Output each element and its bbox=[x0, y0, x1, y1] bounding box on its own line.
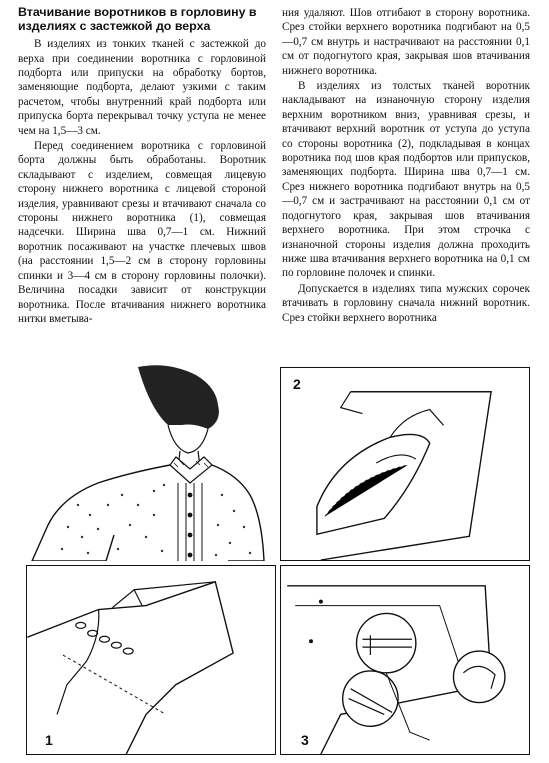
figure-3-number: 3 bbox=[301, 732, 309, 748]
paragraph: ния удаляют. Шов отгибают в сторону воротника. Срез стойки верхнего воротника подгибают на 0,5—0,7 см внутрь и настрачивают на расстоянии 0,1 см от подогнутого края, закрывая шов втачивания нижнего воротника. bbox=[282, 7, 530, 77]
section-heading: Втачивание воротников в горловину в изделиях с застежкой до верха bbox=[18, 5, 257, 33]
right-column bbox=[282, 6, 530, 325]
figure-1-panel bbox=[26, 565, 276, 755]
figure-2-panel bbox=[280, 367, 530, 561]
figure-3-panel bbox=[280, 565, 530, 755]
figure-3-drawing bbox=[281, 566, 529, 754]
paragraph: Допускается в изделиях типа мужских сорочек втачивать в горловину сначала нижний воротник. Срез стойки верхнего воротника bbox=[282, 282, 530, 324]
paragraph: В изделиях из толстых тканей воротник накладывают на изнаночную сторону изделия верхним воротником вниз, уравнивая срезы, и втачивают верхний воротник от уступа до уступа со стороны воротника (2), подкладывая в концах воротника под шов края подбортов или припусков, заменяющих подборта. Ширина шва 0,7—1 см. Срез нижнего воротника подгибают внутрь на 0,5—0,7 см и застрачивают на расстоянии 0,1 см от подогнутого края, закрывая шов втачивания верхнего воротника. При этом строчка с изнаночной стороны изделия должна проходить ниже шва втачивания верхнего воротника на 0,1 см по горловине полочек и спинки. bbox=[282, 80, 530, 280]
figure-1-drawing bbox=[27, 566, 275, 754]
figure-2-drawing bbox=[281, 368, 529, 560]
left-column bbox=[18, 6, 266, 326]
paragraph: В изделиях из тонких тканей с застежкой до верха при соединении воротника с горловиной подборта или припуски на обработку бортов, заменяющие подборта, делают узкими с таким расчетом, чтобы внутренний край подборта или припуска борта перекрывал точку уступа не менее чем на 1,5—3 см. bbox=[18, 38, 266, 137]
paragraph: Перед соединением воротника с горловиной борта должны быть обработаны. Воротник складывают с изделием, совмещая лицевую сторону нижнего воротника с лицевой стороной изделия, уравнивают срезы и втачивают сначала со стороны нижнего воротника (1), совмещая надсечки. Ширина шва 0,7—1 см. Нижний воротник посаживают на участке плечевых швов (на расстоянии 1,5—2 см в сторону горловины спинки и 3—4 см в сторону горловины полочки). Величина посадки зависит от конструкции воротника. После втачивания нижнего воротника нитки вметыва- bbox=[18, 140, 266, 325]
blouse-illustration bbox=[18, 365, 276, 561]
figures-area bbox=[18, 365, 530, 757]
figure-1-number: 1 bbox=[45, 732, 53, 748]
figure-2-number: 2 bbox=[293, 376, 301, 392]
blouse-drawing bbox=[18, 365, 276, 561]
